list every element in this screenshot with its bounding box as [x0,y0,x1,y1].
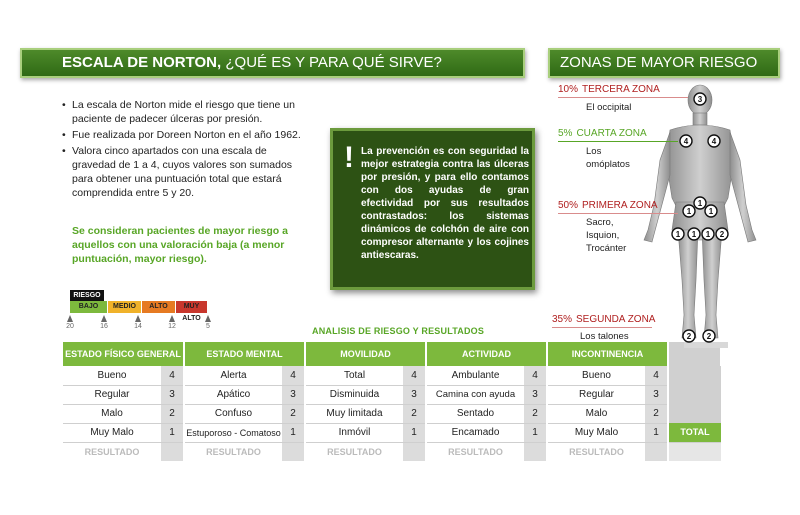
criterion-label: Ambulante [426,366,524,385]
risk-zone [558,200,658,254]
table-row [63,423,721,442]
intro-bullets [62,98,312,202]
criterion-label: Alerta [184,366,282,385]
zone-marker [705,205,717,217]
zone-pointer-line [552,327,652,328]
risk-scale-tick: 16 [94,315,114,330]
risk-zone [552,314,656,342]
criterion-score: 1 [282,423,305,442]
criterion-label: Bueno [547,366,645,385]
exclamation-icon: ! [344,141,354,174]
svg-text:1: 1 [686,207,692,216]
criterion-label: Bueno [63,366,161,385]
svg-text:2: 2 [706,332,712,341]
zone-name: CUARTA ZONA [576,128,647,139]
result-label: RESULTADO [327,446,382,457]
zone-marker [694,197,706,209]
main-title-rest: ¿QUÉ ES Y PARA QUÉ SIRVE? [225,54,442,71]
criterion-label: Regular [547,385,645,404]
criterion-score: 2 [645,404,668,423]
criterion-score: 4 [161,366,184,385]
zone-name: TERCERA ZONA [582,84,660,95]
total-cell [668,404,721,423]
criterion-label: Muy Malo [63,423,161,442]
criterion-score: 4 [403,366,426,385]
zone-percentage: 35% [552,314,573,325]
zone-pointer-line [558,213,678,214]
risk-level-1: MEDIO [108,301,142,313]
svg-text:2: 2 [686,332,692,341]
column-header: INCONTINENCIA [547,342,668,366]
criterion-label: Muy limitada [305,404,403,423]
risk-level-3: MUY ALTO [176,301,208,313]
risk-note: Se consideran pacientes de mayor riesgo a aquellos con una valoración baja (a menor puntuación, mayor riesgo). [72,225,288,265]
risk-level-0: BAJO [70,301,108,313]
criterion-label: Sentado [426,404,524,423]
criterion-label: Estuporoso - Comatoso [184,423,282,442]
zone-percentage: 10% [558,84,579,95]
risk-zone [558,128,647,170]
criterion-label: Encamado [426,423,524,442]
zone-marker [680,135,692,147]
svg-text:1: 1 [697,199,703,208]
result-label: RESULTADO [569,446,624,457]
main-header [20,48,525,78]
prevention-text: La prevención es con seguridad la mejor estrategia contra las úlceras por presión, y para ello contamos con dos ayudas de gran efectividad por sus resultados contrastados: los sistemas dinámicos de colchón de aire con compresor alternante y los cojines antiescaras. [361,146,529,261]
criterion-label: Confuso [184,404,282,423]
criterion-label: Inmóvil [305,423,403,442]
criterion-label: Disminuida [305,385,403,404]
zone-marker [688,228,700,240]
risk-scale [68,290,218,334]
zone-description: Los talones [580,331,629,342]
criterion-score: 2 [524,404,547,423]
zone-percentage: 5% [558,128,573,139]
zone-pointer-line [558,141,678,142]
result-score-input[interactable] [524,442,547,461]
total-score-input[interactable] [668,442,721,461]
zone-marker [708,135,720,147]
zone-description: El occipital [586,102,632,113]
risk-scale-tick: 20 [60,315,80,330]
criterion-score: 1 [403,423,426,442]
criterion-label: Apático [184,385,282,404]
human-body-figure [548,80,780,350]
criterion-score: 3 [161,385,184,404]
criterion-score: 2 [161,404,184,423]
risk-scale-label: RIESGO [70,290,104,301]
criterion-label: Malo [547,404,645,423]
column-header: ACTIVIDAD [426,342,547,366]
criterion-label: Muy Malo [547,423,645,442]
total-cell [668,385,721,404]
criterion-score: 3 [524,385,547,404]
zone-pointer-line [558,97,688,98]
result-score-input[interactable] [403,442,426,461]
main-title-bold: ESCALA DE NORTON, [62,54,222,71]
result-score-input[interactable] [282,442,305,461]
criterion-score: 1 [524,423,547,442]
intro-bullet: • La escala de Norton mide el riesgo que tiene un paciente de padecer úlceras por presión. [62,98,312,126]
svg-text:3: 3 [697,95,703,104]
criterion-label: Malo [63,404,161,423]
svg-text:1: 1 [675,230,681,239]
zone-description: Los omóplatos [586,146,630,170]
risk-scale-tick: 14 [128,315,148,330]
risk-scale-tick: 12 [162,315,182,330]
criterion-score: 4 [282,366,305,385]
svg-text:1: 1 [705,230,711,239]
table-row [63,366,721,385]
table-row [63,385,721,404]
zone-percentage: 50% [558,200,579,211]
criterion-label: Total [305,366,403,385]
table-title: ANALISIS DE RIESGO Y RESULTADOS [312,326,485,336]
result-score-input[interactable] [161,442,184,461]
risk-scale-levels [70,301,208,322]
column-header: MOVILIDAD [305,342,426,366]
result-row [63,442,721,461]
zone-marker [702,228,714,240]
result-label: RESULTADO [448,446,503,457]
criterion-score: 3 [645,385,668,404]
result-label: RESULTADO [206,446,261,457]
zone-name: SEGUNDA ZONA [576,314,656,325]
zone-description: Sacro, Isquion, Trocánter [586,217,627,254]
svg-text:2: 2 [719,230,725,239]
zone-marker [694,93,706,105]
svg-text:4: 4 [683,137,689,146]
zone-marker [683,330,695,342]
column-header: ESTADO FÍSICO GENERAL [63,342,184,366]
criterion-score: 4 [524,366,547,385]
criterion-score: 2 [282,404,305,423]
zone-marker [716,228,728,240]
zone-marker [683,205,695,217]
table-row [63,404,721,423]
zone-marker [672,228,684,240]
risk-scale-tick: 5 [198,315,218,330]
zone-name: PRIMERA ZONA [582,200,658,211]
norton-table [63,342,722,461]
risk-zone [558,84,660,113]
zones-header: ZONAS DE MAYOR RIESGO [548,48,780,78]
prevention-box [330,128,535,290]
criterion-score: 1 [645,423,668,442]
intro-bullet: • Fue realizada por Doreen Norton en el año 1962. [62,128,312,142]
result-score-input[interactable] [645,442,668,461]
svg-text:1: 1 [708,207,714,216]
criterion-score: 3 [403,385,426,404]
criterion-score: 1 [161,423,184,442]
result-label: RESULTADO [84,446,140,457]
criterion-score: 2 [403,404,426,423]
criterion-label: Regular [63,385,161,404]
column-header: ESTADO MENTAL [184,342,305,366]
total-cell [668,366,721,385]
total-label: TOTAL [668,423,721,442]
svg-text:1: 1 [691,230,697,239]
criterion-label: Camina con ayuda [426,385,524,404]
svg-text:4: 4 [711,137,717,146]
intro-bullet: • Valora cinco apartados con una escala de gravedad de 1 a 4, cuyos valores son sumados para obtener una puntuación total que estará comprendida entre 5 y 20. [62,144,312,200]
risk-level-2: ALTO [142,301,176,313]
zone-marker [703,330,715,342]
criterion-score: 4 [645,366,668,385]
criterion-score: 3 [282,385,305,404]
